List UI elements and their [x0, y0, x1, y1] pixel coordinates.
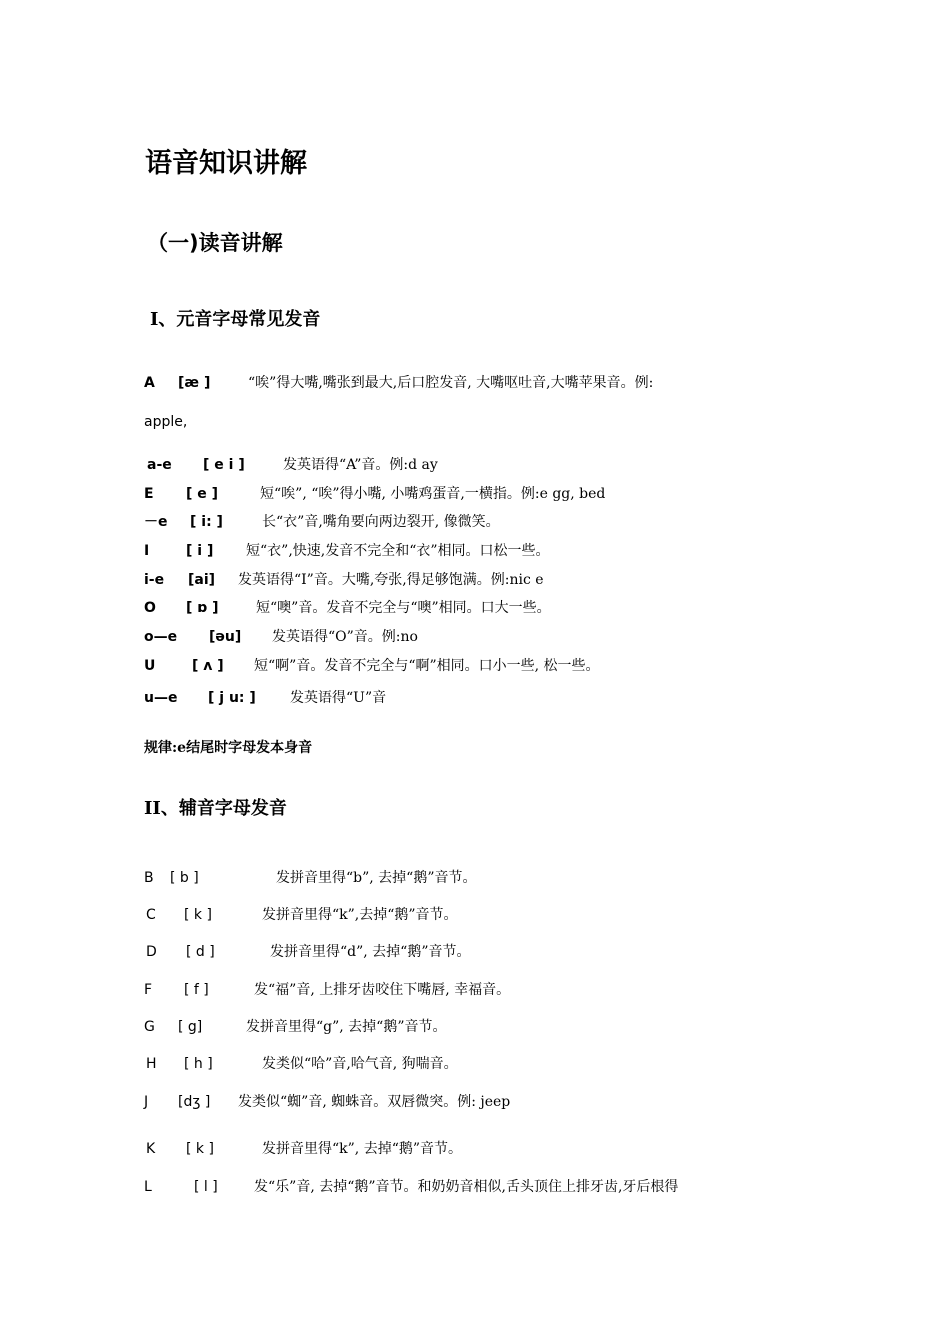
vowel-ipa: [ e ] [186, 486, 219, 502]
consonant-letter: D [146, 944, 157, 960]
vowel-ipa: [ai] [188, 572, 216, 588]
vowel-ipa: [æ ] [178, 375, 211, 391]
vowel-description-continued: apple, [144, 414, 188, 430]
consonant-description: 发拼音里得“d”, 去掉“鹅”音节。 [270, 944, 471, 960]
vowel-entry [144, 376, 904, 394]
consonant-letter: K [146, 1141, 156, 1157]
vowel-description: 短“啊”音。发音不完全与“啊”相同。口小一些, 松一些。 [254, 658, 600, 674]
vowel-entry [144, 691, 904, 709]
vowel-ipa: [ ʌ ] [192, 658, 224, 674]
consonant-ipa: [ k ] [184, 907, 212, 923]
vowel-ipa: [ ɒ ] [186, 600, 219, 616]
consonant-entry [144, 983, 904, 1001]
consonant-entry [146, 1057, 906, 1075]
consonant-entry [144, 1095, 904, 1113]
vowel-ipa: [ i: ] [190, 514, 223, 530]
consonant-ipa: [ l ] [194, 1179, 218, 1195]
vowel-entry [144, 515, 904, 533]
consonant-entry [144, 871, 904, 889]
consonant-ipa: [ h ] [184, 1056, 213, 1072]
vowel-description: 发英语得“U”音 [290, 690, 387, 706]
vowel-description: 发英语得“A”音。例:d ay [283, 457, 438, 473]
consonant-description: 发“福”音, 上排牙齿咬住下嘴唇, 幸福音。 [254, 982, 511, 998]
consonant-description: 发类似“蜘”音, 蜘蛛音。双唇微突。例: jeep [238, 1094, 511, 1110]
consonant-letter: B [144, 870, 154, 886]
vowel-letter: i-e [144, 572, 165, 588]
consonant-entry [146, 945, 906, 963]
vowel-entry [144, 544, 904, 562]
vowel-letter: U [144, 658, 156, 674]
consonant-description: 发拼音里得“b”, 去掉“鹅”音节。 [276, 870, 477, 886]
consonant-ipa: [ d ] [186, 944, 215, 960]
vowel-letter: O [144, 600, 156, 616]
consonant-ipa: [ k ] [186, 1141, 214, 1157]
vowel-description: 发英语得“O”音。例:no [272, 629, 418, 645]
consonant-description: 发“乐”音, 去掉“鹅”音节。和奶奶音相似,舌头顶住上排牙齿,牙后根得 [254, 1179, 679, 1195]
consonant-description: 发拼音里得“k”,去掉“鹅”音节。 [262, 907, 458, 923]
consonant-letter: F [144, 982, 153, 998]
consonant-ipa: [ b ] [170, 870, 199, 886]
vowel-description: 短“衣”,快速,发音不完全和“衣”相同。口松一些。 [246, 543, 550, 559]
consonant-letter: J [144, 1094, 149, 1110]
consonant-description: 发拼音里得“g”, 去掉“鹅”音节。 [246, 1019, 447, 1035]
consonant-entry [144, 1180, 934, 1198]
vowel-entry [144, 573, 904, 591]
vowel-ipa: [əu] [209, 629, 242, 645]
consonant-ipa: [ f ] [184, 982, 209, 998]
consonant-ipa: [ g] [178, 1019, 203, 1035]
vowels-heading: Ⅰ、元音字母常见发音 [150, 309, 321, 330]
consonant-letter: H [146, 1056, 157, 1072]
consonant-entry [146, 908, 906, 926]
consonant-description: 发拼音里得“k”, 去掉“鹅”音节。 [262, 1141, 463, 1157]
consonants-heading: II、辅音字母发音 [144, 798, 287, 819]
consonant-ipa: [dʒ ] [178, 1094, 211, 1110]
vowel-ipa: [ i ] [186, 543, 214, 559]
vowel-letter: o—e [144, 629, 178, 645]
consonant-letter: L [144, 1179, 152, 1195]
consonant-letter: C [146, 907, 156, 923]
vowel-description: 长“衣”音,嘴角要向两边裂开, 像微笑。 [262, 514, 500, 530]
vowel-entry [147, 458, 907, 476]
vowel-description: 短“噢”音。发音不完全与“噢”相同。口大一些。 [256, 600, 551, 616]
vowel-letter: I [144, 543, 150, 559]
section-heading-reading: （一)读音讲解 [147, 231, 283, 255]
vowel-entry [144, 659, 904, 677]
page-title: 语音知识讲解 [145, 148, 307, 179]
vowel-letter: －e [144, 514, 168, 530]
consonant-description: 发类似“哈”音,哈气音, 狗喘音。 [262, 1056, 458, 1072]
vowel-description: 发英语得“I”音。大嘴,夸张,得足够饱满。例:nic e [238, 572, 544, 588]
vowel-letter: A [144, 375, 155, 391]
vowel-letter: a-e [147, 457, 172, 473]
consonant-letter: G [144, 1019, 155, 1035]
vowel-description: 短“唉”, “唉”得小嘴, 小嘴鸡蛋音,一横指。例:e gg, bed [260, 486, 606, 502]
vowel-rule-note: 规律:e结尾时字母发本身音 [144, 740, 313, 756]
vowel-ipa: [ e i ] [203, 457, 245, 473]
consonant-entry [144, 1020, 904, 1038]
vowel-entry [144, 630, 904, 648]
vowel-letter: E [144, 486, 154, 502]
vowel-entry [144, 487, 904, 505]
vowel-entry [144, 601, 904, 619]
vowel-description: “唉”得大嘴,嘴张到最大,后口腔发音, 大嘴呕吐音,大嘴苹果音。例: [248, 375, 654, 391]
consonant-entry [146, 1142, 906, 1160]
vowel-ipa: [ j u: ] [208, 690, 256, 706]
vowel-letter: u—e [144, 690, 178, 706]
